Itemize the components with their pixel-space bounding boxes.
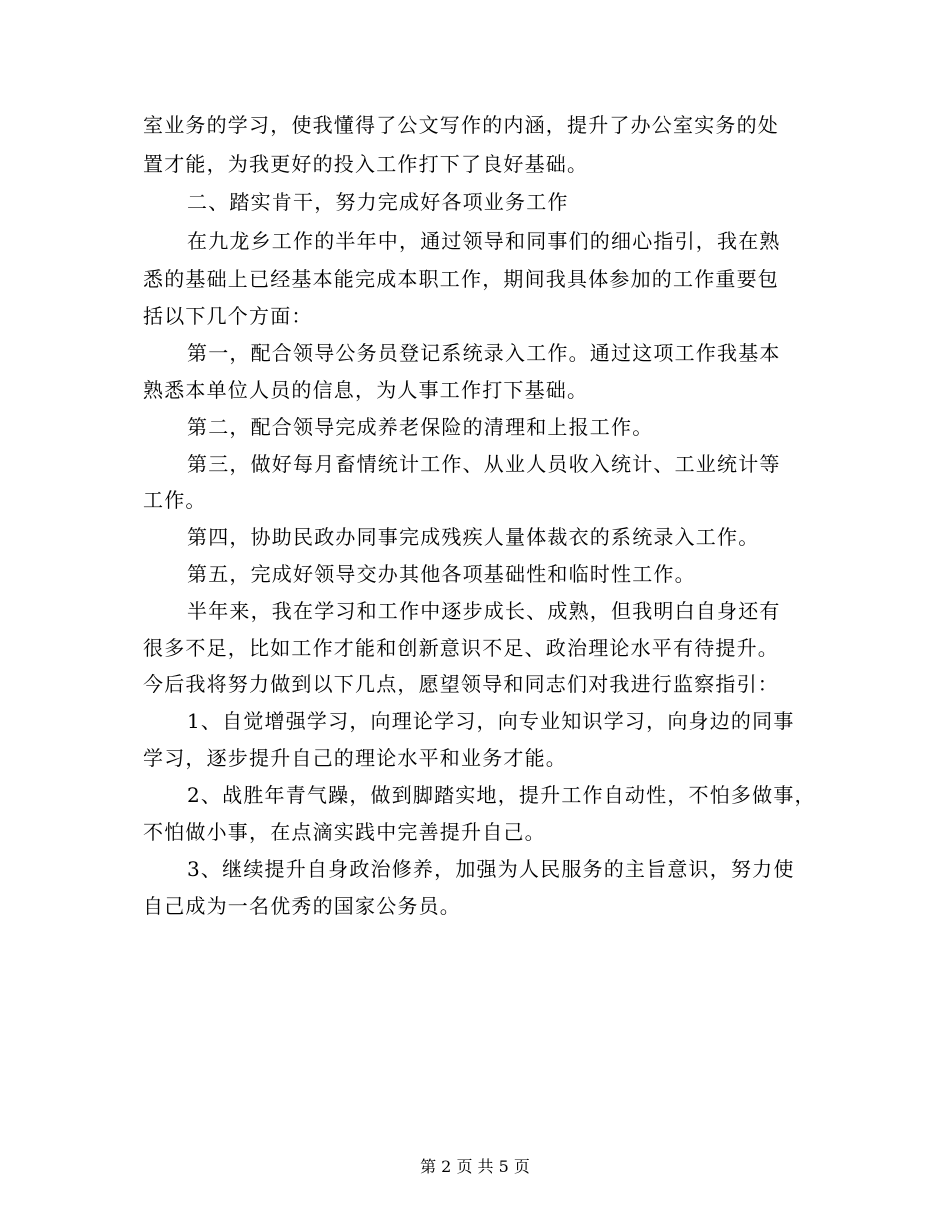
text-line: 置才能，为我更好的投入工作打下了良好基础。	[143, 152, 589, 176]
text-line: 括以下几个方面：	[143, 304, 313, 328]
list-item-line: 2、战胜年青气躁，做到脚踏实地，提升工作自动性，不怕多做事，	[187, 783, 816, 807]
text-line: 自己成为一名优秀的国家公务员。	[143, 894, 461, 918]
text-line: 很多不足，比如工作才能和创新意识不足、政治理论水平有待提升。	[143, 636, 779, 660]
text-line: 不怕做小事，在点滴实践中完善提升自己。	[143, 820, 546, 844]
paragraph-line: 第四，协助民政办同事完成残疾人量体裁衣的系统录入工作。	[187, 525, 760, 549]
text-line: 室业务的学习，使我懂得了公文写作的内涵，提升了办公室实务的处	[143, 113, 779, 137]
text-line: 熟悉本单位人员的信息，为人事工作打下基础。	[143, 378, 589, 402]
paragraph-line: 半年来，我在学习和工作中逐步成长、成熟，但我明白自身还有	[187, 599, 781, 623]
list-item-line: 3、继续提升自身政治修养，加强为人民服务的主旨意识，努力使	[187, 857, 795, 881]
list-item-line: 1、自觉增强学习，向理论学习，向专业知识学习，向身边的同事	[187, 709, 795, 733]
paragraph-line: 第五，完成好领导交办其他各项基础性和临时性工作。	[187, 562, 696, 586]
paragraph-line: 第一，配合领导公务员登记系统录入工作。通过这项工作我基本	[187, 341, 781, 365]
paragraph-line: 第三，做好每月畜情统计工作、从业人员收入统计、工业统计等	[187, 452, 781, 476]
section-heading: 二、踏实肯干，努力完成好各项业务工作	[187, 190, 569, 214]
text-line: 悉的基础上已经基本能完成本职工作，期间我具体参加的工作重要包	[143, 267, 779, 291]
text-line: 今后我将努力做到以下几点，愿望领导和同志们对我进行监察指引：	[143, 672, 779, 696]
paragraph-line: 第二，配合领导完成养老保险的清理和上报工作。	[187, 415, 654, 439]
page-number-footer: 第 2 页 共 5 页	[420, 1157, 530, 1176]
paragraph-line: 在九龙乡工作的半年中，通过领导和同事们的细心指引，我在熟	[187, 229, 781, 253]
text-line: 学习，逐步提升自己的理论水平和业务才能。	[143, 746, 567, 770]
text-line: 工作。	[143, 488, 207, 512]
